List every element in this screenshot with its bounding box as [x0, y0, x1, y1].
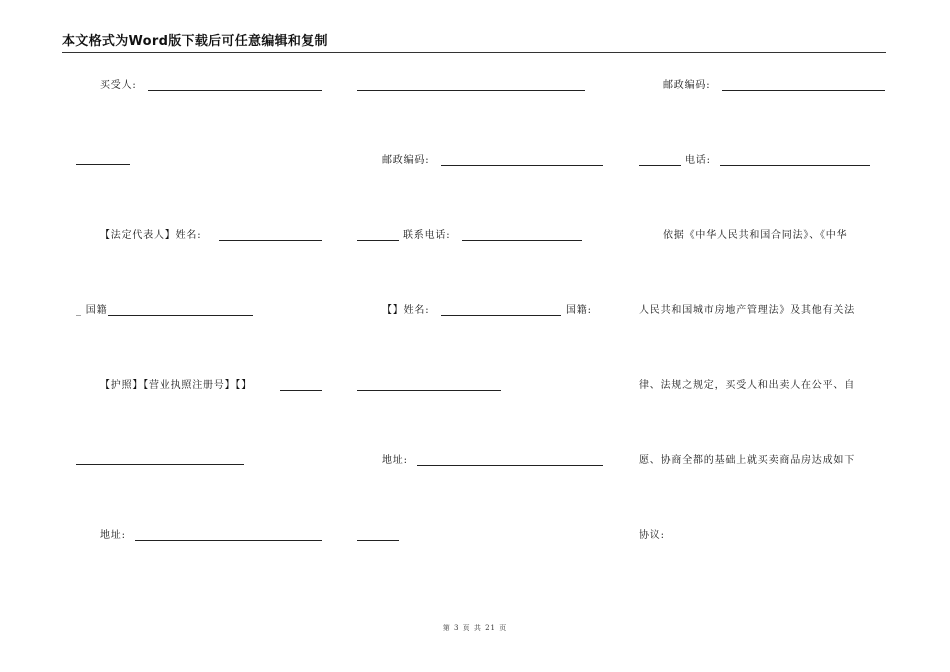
col3-tel-label: 电话:	[685, 155, 711, 166]
header-title: 本文格式为Word版下载后可任意编辑和复制	[62, 34, 328, 49]
col2-blank-2	[357, 240, 399, 241]
legal-rep-label: 【法定代表人】姓名:	[100, 230, 202, 241]
col2-phone-blank	[462, 240, 582, 241]
id-types-label: 【护照】【营业执照注册号】【】	[100, 380, 252, 391]
col3-tel-blank	[720, 165, 870, 166]
document-header	[62, 34, 886, 53]
para-line-2: 人民共和国城市房地产管理法》及其他有关法	[639, 305, 855, 316]
col2-nationality-label: 国籍:	[566, 305, 592, 316]
buyer-blank	[148, 90, 322, 91]
address-blank	[135, 540, 322, 541]
col2-address-label: 地址:	[382, 455, 408, 466]
col2-postcode-label: 邮政编码:	[382, 155, 430, 166]
col2-blank-1	[357, 90, 585, 91]
para-line-4: 愿、协商全都的基础上就买卖商品房达成如下	[639, 455, 855, 466]
col2-name-label: 【】姓名:	[382, 305, 430, 316]
id-number-blank	[76, 464, 244, 465]
col3-postcode-blank	[722, 90, 885, 91]
address-label: 地址:	[100, 530, 126, 541]
col3-postcode-label: 邮政编码:	[663, 80, 711, 91]
para-line-5: 协议:	[639, 530, 665, 541]
nationality-label: _ 国籍	[76, 305, 108, 316]
buyer-blank-cont	[76, 164, 130, 165]
col2-blank-4	[357, 540, 399, 541]
para-line-1: 依据《中华人民共和国合同法》、《中华	[663, 230, 848, 241]
col2-address-blank	[417, 465, 603, 466]
para-line-3: 律、法规之规定，买受人和出卖人在公平、自	[639, 380, 855, 391]
col2-phone-label: 联系电话:	[403, 230, 451, 241]
nationality-blank	[108, 315, 253, 316]
col3-blank-1	[639, 165, 681, 166]
id-types-blank	[280, 390, 322, 391]
col2-name-blank	[441, 315, 561, 316]
page-number: 第 3 页 共 21 页	[442, 624, 508, 632]
buyer-label: 买受人:	[100, 80, 137, 91]
col2-postcode-blank	[441, 165, 603, 166]
legal-rep-blank	[219, 240, 322, 241]
col2-blank-3	[357, 390, 501, 391]
